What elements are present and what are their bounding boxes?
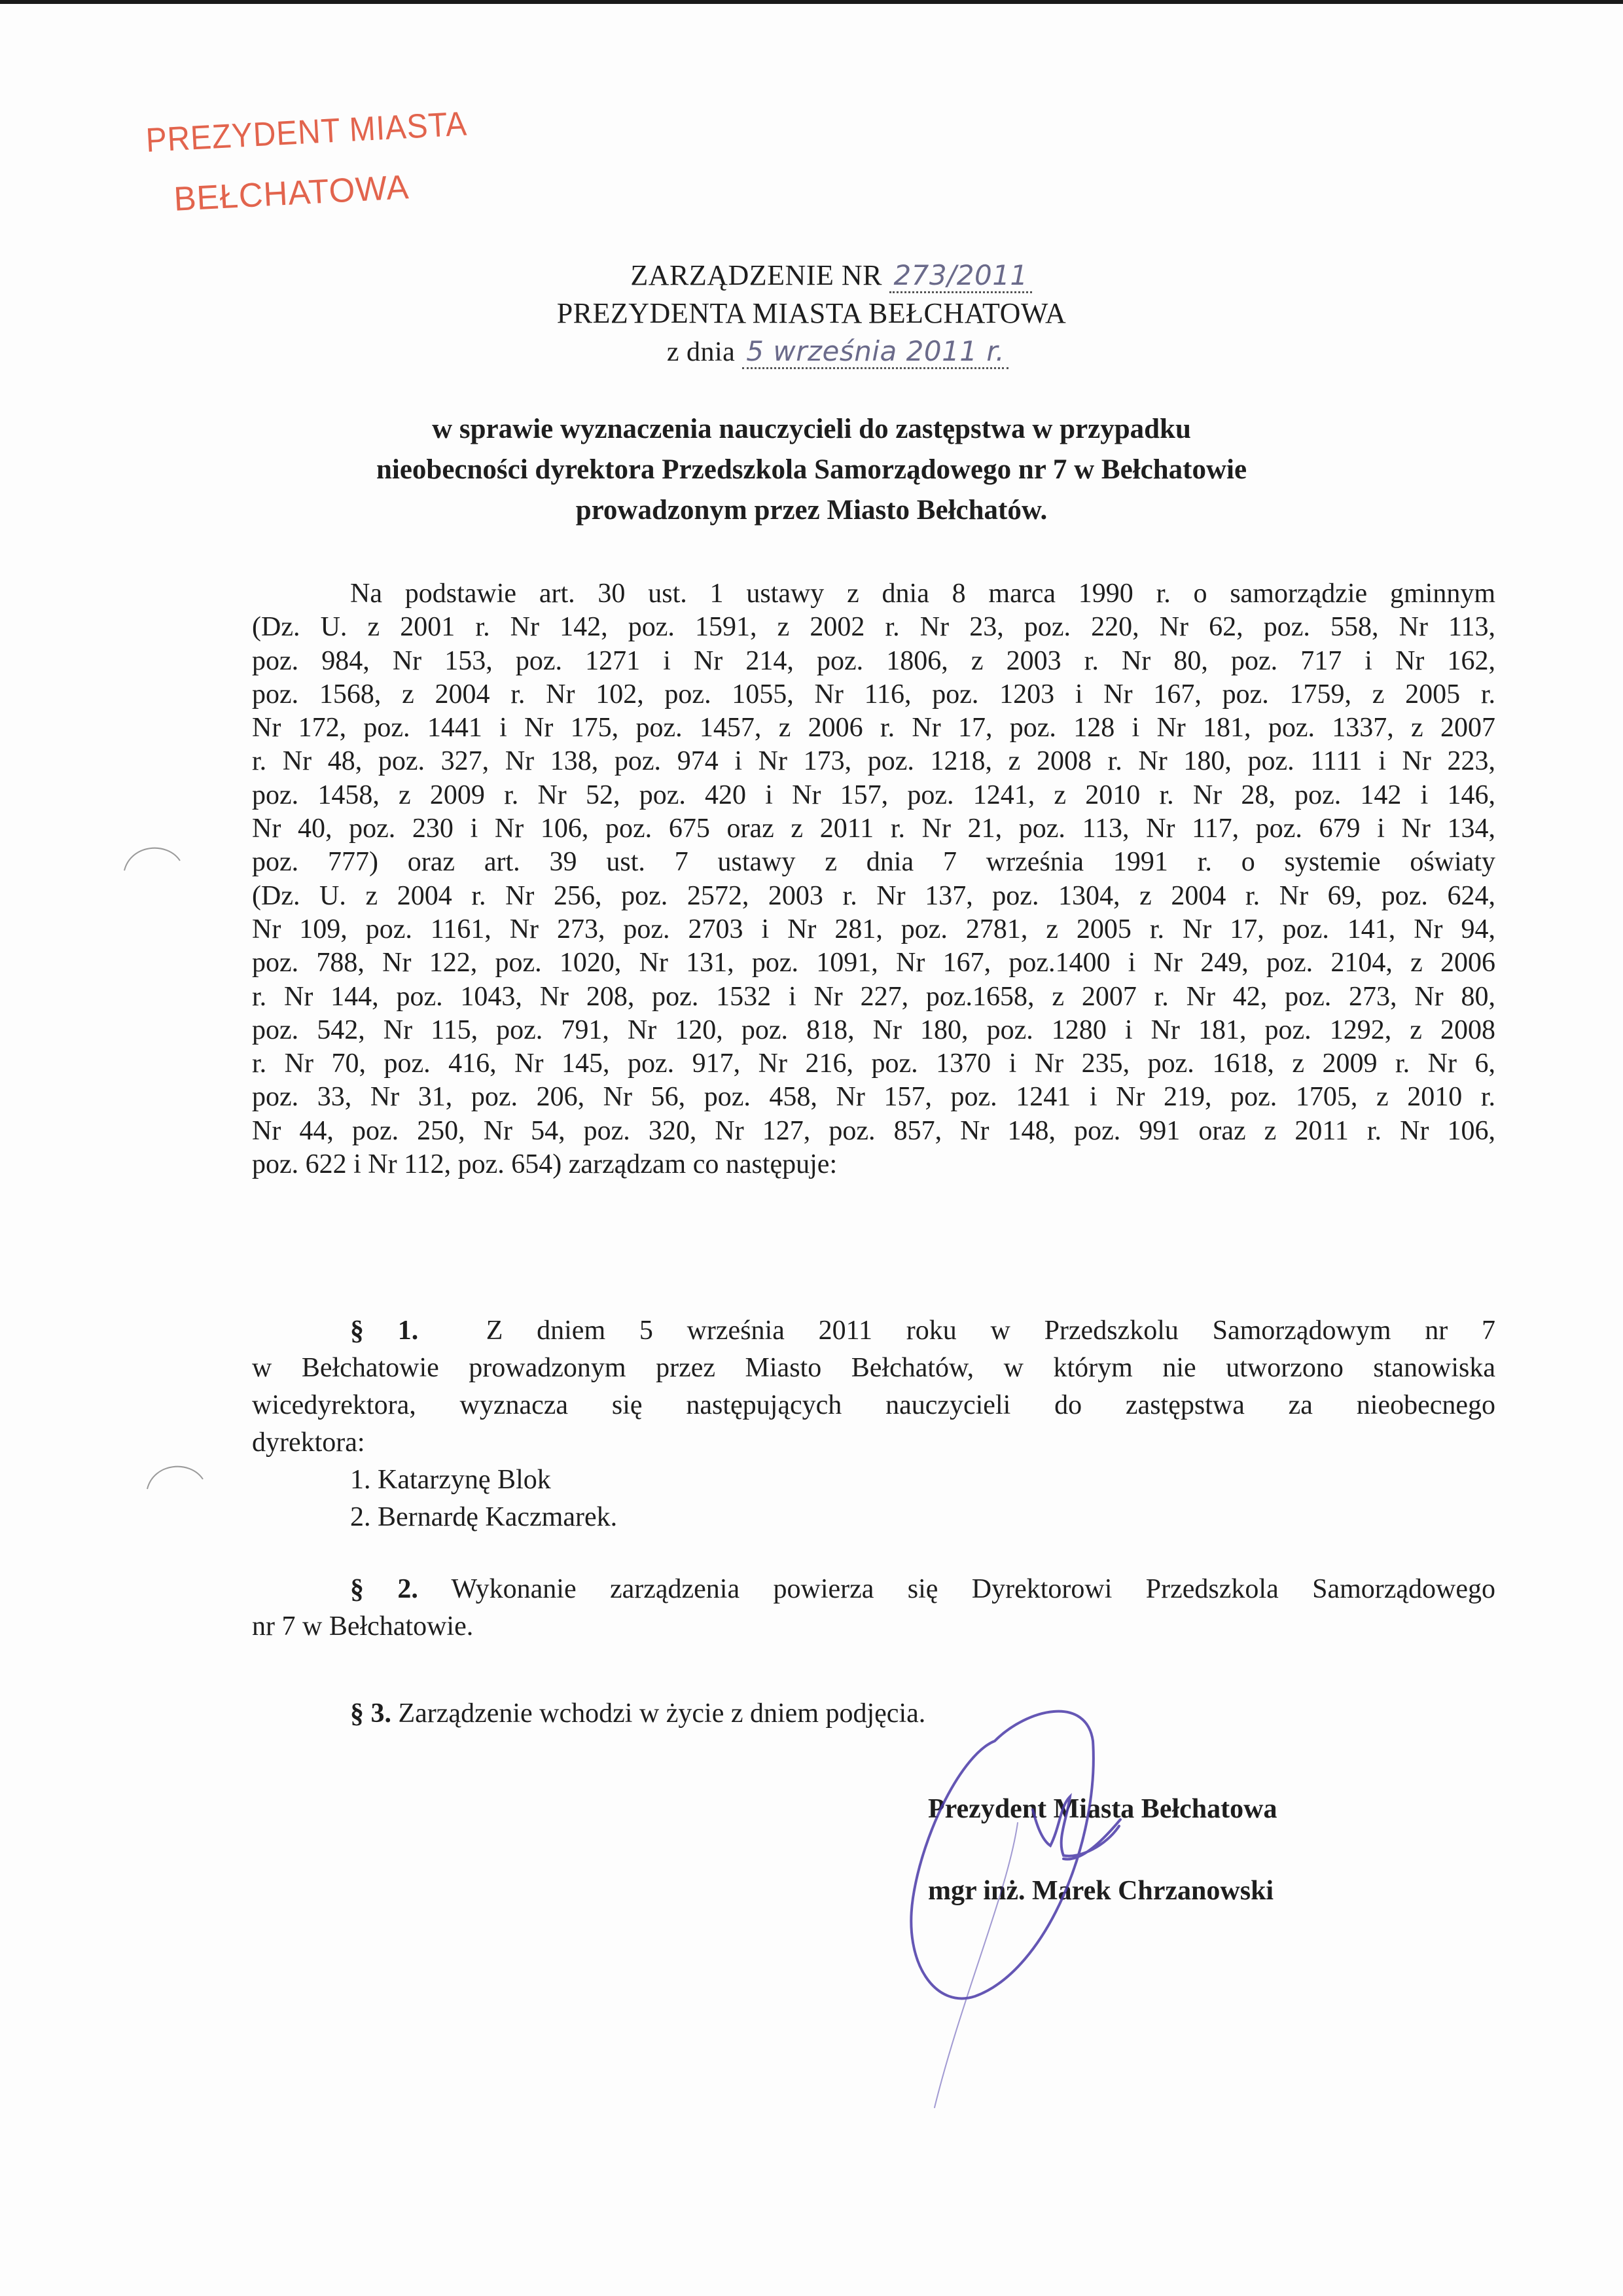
- legal-basis-line: poz. 542, Nr 115, poz. 791, Nr 120, poz. 818, Nr 180, poz. 1280 i Nr 181, poz. 1292, z 2008: [252, 1014, 1495, 1045]
- paragraph-1-line: [252, 1312, 1495, 1350]
- paragraph-1-line: w Bełchatowie prowadzonym przez Miasto Bełchatów, w którym nie utworzono stanowiska: [252, 1353, 1495, 1383]
- ordinance-title: [39, 257, 1623, 295]
- signature-tail: [935, 1823, 1018, 2108]
- stamp-line-2: BEŁCHATOWA: [173, 168, 410, 219]
- paragraph-2-marker: § 2.: [350, 1574, 418, 1604]
- signature-flourish: [1033, 1797, 1120, 1859]
- date-line: [52, 332, 1623, 371]
- paragraph-2-line: [252, 1571, 1495, 1608]
- paragraph-1-marker: § 1.: [350, 1316, 419, 1346]
- office-stamp: [145, 105, 499, 218]
- scan-edge: [0, 0, 1623, 4]
- subject-line: prowadzonym przez Miasto Bełchatów.: [575, 495, 1048, 526]
- subject-line: nieobecności dyrektora Przedszkola Samorządowego nr 7 w Bełchatowie: [376, 454, 1247, 485]
- legal-basis: [252, 577, 1495, 1181]
- paragraph-2-text: Wykonanie zarządzenia powierza się Dyrektorowi Przedszkola Samorządowego: [451, 1574, 1496, 1604]
- legal-basis-line: r. Nr 70, poz. 416, Nr 145, poz. 917, Nr 216, poz. 1370 i Nr 235, poz. 1618, z 2009 r. Nr 6,: [252, 1049, 1495, 1079]
- paragraph-1-line: dyrektora:: [252, 1427, 365, 1458]
- legal-basis-line: poz. 33, Nr 31, poz. 206, Nr 56, poz. 458, Nr 157, poz. 1241 i Nr 219, poz. 1705, z 2010 r.: [252, 1082, 1495, 1113]
- legal-basis-line: Nr 40, poz. 230 i Nr 106, poz. 675 oraz z 2011 r. Nr 21, poz. 113, Nr 117, poz. 679 i Nr 134,: [252, 814, 1495, 844]
- issuer-line: PREZYDENTA MIASTA BEŁCHATOWA: [556, 297, 1067, 329]
- handwritten-signature: [883, 1669, 1407, 2127]
- legal-basis-line: poz. 622 i Nr 112, poz. 654) zarządzam co następuje:: [252, 1149, 838, 1180]
- signatory-name: mgr inż. Marek Chrzanowski: [928, 1876, 1274, 1906]
- subject-line: w sprawie wyznaczenia nauczycieli do zastępstwa w przypadku: [432, 414, 1191, 444]
- legal-basis-line: poz. 777) oraz art. 39 ust. 7 ustawy z dnia 7 września 1991 r. o systemie oświaty: [252, 847, 1495, 878]
- document-header: [0, 257, 1623, 371]
- paragraph-2-line: nr 7 w Bełchatowie.: [252, 1611, 474, 1641]
- legal-basis-line: Na podstawie art. 30 ust. 1 ustawy z dnia 8 marca 1990 r. o samorządzie gminnym: [350, 579, 1495, 609]
- punch-hole-mark-icon: [121, 841, 187, 874]
- teacher-list-item: 1. Katarzynę Blok: [350, 1465, 551, 1495]
- ordinance-number: 273/2011: [889, 259, 1031, 293]
- legal-basis-line: poz. 984, Nr 153, poz. 1271 i Nr 214, poz. 1806, z 2003 r. Nr 80, poz. 717 i Nr 162,: [252, 645, 1495, 676]
- legal-basis-line: r. Nr 144, poz. 1043, Nr 208, poz. 1532 i Nr 227, poz.1658, z 2007 r. Nr 42, poz. 273, Nr 80,: [252, 981, 1495, 1012]
- legal-basis-line: Nr 109, poz. 1161, Nr 273, poz. 2703 i Nr 281, poz. 2781, z 2005 r. Nr 17, poz. 141, Nr 94,: [252, 914, 1495, 944]
- paragraph-3-marker: § 3.: [350, 1698, 391, 1729]
- legal-basis-line: poz. 788, Nr 122, poz. 1020, Nr 131, poz. 1091, Nr 167, poz.1400 i Nr 249, poz. 2104, z 2006: [252, 948, 1495, 978]
- teacher-list-item: 2. Bernardę Kaczmarek.: [350, 1502, 618, 1532]
- paragraph-1-line: wicedyrektora, wyznacza się następujących nauczycieli do zastępstwa za nieobecnego: [252, 1390, 1495, 1420]
- ordinance-date: 5 września 2011 r.: [742, 335, 1008, 369]
- paragraph-3-text: Zarządzenie wchodzi w życie z dniem podjęcia.: [398, 1698, 926, 1729]
- legal-basis-line: Nr 44, poz. 250, Nr 54, poz. 320, Nr 127, poz. 857, Nr 148, poz. 991 oraz z 2011 r. Nr 106,: [252, 1115, 1495, 1146]
- date-prefix: z dnia: [666, 337, 736, 367]
- punch-hole-mark-icon: [144, 1460, 209, 1492]
- legal-basis-line: r. Nr 48, poz. 327, Nr 138, poz. 974 i Nr 173, poz. 1218, z 2008 r. Nr 180, poz. 1111 i Nr 223,: [252, 746, 1495, 777]
- paragraph-2: [252, 1571, 1495, 1645]
- legal-basis-line: poz. 1458, z 2009 r. Nr 52, poz. 420 i Nr 157, poz. 1241, z 2010 r. Nr 28, poz. 142 i 146,: [252, 780, 1495, 810]
- legal-basis-line: Nr 172, poz. 1441 i Nr 175, poz. 1457, z 2006 r. Nr 17, poz. 128 i Nr 181, poz. 1337, z 2007: [252, 713, 1495, 744]
- paragraph-1: [252, 1312, 1495, 1536]
- ordinance-subject: [0, 409, 1623, 531]
- ordinance-title-prefix: ZARZĄDZENIE NR: [630, 259, 882, 291]
- signatory-role: Prezydent Miasta Bełchatowa: [928, 1794, 1277, 1824]
- legal-basis-line: poz. 1568, z 2004 r. Nr 102, poz. 1055, Nr 116, poz. 1203 i Nr 167, poz. 1759, z 2005 r.: [252, 679, 1495, 709]
- paragraph-1-text: Z dniem 5 września 2011 roku w Przedszkolu Samorządowym nr 7: [486, 1316, 1496, 1346]
- legal-basis-line: (Dz. U. z 2001 r. Nr 142, poz. 1591, z 2002 r. Nr 23, poz. 220, Nr 62, poz. 558, Nr 113,: [252, 612, 1495, 643]
- legal-basis-line: (Dz. U. z 2004 r. Nr 256, poz. 2572, 2003 r. Nr 137, poz. 1304, z 2004 r. Nr 69, poz. 624,: [252, 880, 1495, 911]
- stamp-line-1: PREZYDENT MIASTA: [145, 105, 469, 160]
